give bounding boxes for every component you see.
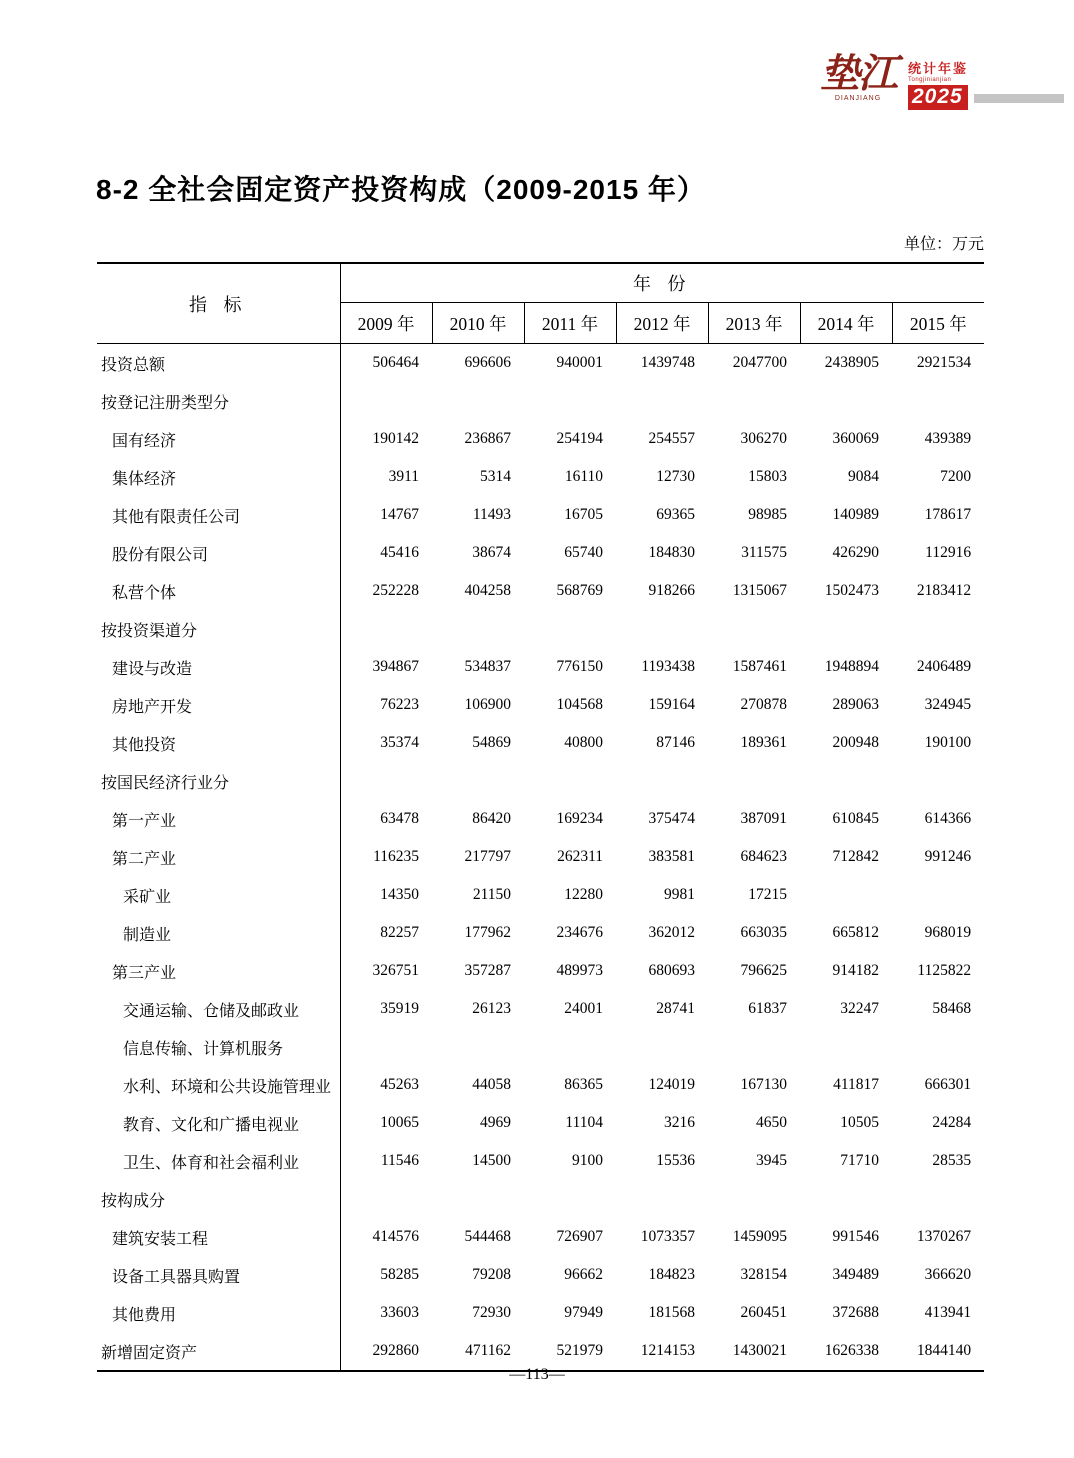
row-value: 189361 [740,734,787,751]
row-value: 33603 [380,1304,419,1321]
row-value: 12280 [564,886,603,903]
row-value [616,610,708,648]
row-value: 26123 [472,1000,511,1017]
row-value: 217797 [464,848,511,865]
row-value: 534837 [464,658,511,675]
row-label: 交通运输、仓储及邮政业 [97,990,340,1028]
row-value [340,382,432,420]
column-header-2010: 2010 年 [432,303,524,344]
row-value: 306270 [740,430,787,447]
row-value: 12730 [656,468,695,485]
row-value: 383581 [648,848,695,865]
row-value: 58285 [380,1266,419,1283]
header-row-group [97,263,984,303]
row-value: 568769 [556,582,603,599]
logo-yearbook-pinyin: Tongjinianjian [908,77,952,83]
table-row [97,458,984,496]
row-value: 14767 [380,506,419,523]
row-value [708,610,800,648]
row-label: 按投资渠道分 [97,610,340,648]
row-value [892,762,984,800]
row-label: 第三产业 [97,952,340,990]
table-row [97,914,984,952]
row-label: 其他投资 [97,724,340,762]
row-value: 991546 [832,1228,879,1245]
row-value: 24001 [564,1000,603,1017]
row-value: 15536 [656,1152,695,1169]
row-value: 98985 [748,506,787,523]
row-value: 11493 [472,506,511,523]
row-value: 372688 [832,1304,879,1321]
row-value: 5314 [480,468,511,485]
row-label: 卫生、体育和社会福利业 [97,1142,340,1180]
row-value: 357287 [464,962,511,979]
row-value: 328154 [740,1266,787,1283]
row-value: 45263 [380,1076,419,1093]
row-value [524,610,616,648]
row-value: 167130 [740,1076,787,1093]
row-value [432,1028,524,1066]
row-value: 40800 [564,734,603,751]
row-value: 3911 [388,468,419,485]
row-value: 262311 [557,848,603,865]
row-value [800,1180,892,1218]
row-value: 7200 [940,468,972,485]
row-label: 股份有限公司 [97,534,340,572]
row-value: 2438905 [824,354,879,371]
investment-table [97,262,984,1372]
row-value [340,762,432,800]
row-label: 国有经济 [97,420,340,458]
row-value: 292860 [372,1342,419,1359]
row-value [340,610,432,648]
row-value [340,1028,432,1066]
table-row [97,1142,984,1180]
row-value: 177962 [464,924,511,941]
investment-table-wrapper [97,262,984,1372]
row-value: 1430021 [732,1342,787,1359]
row-value: 140989 [832,506,879,523]
row-value: 15803 [748,468,787,485]
row-value: 544468 [464,1228,511,1245]
row-value: 1315067 [732,582,787,599]
row-value: 16110 [564,468,603,485]
row-value [616,1028,708,1066]
row-value: 254557 [648,430,695,447]
row-value [892,876,984,914]
row-value: 521979 [556,1342,603,1359]
row-value [340,1180,432,1218]
table-row [97,344,984,383]
row-value: 2921534 [916,354,972,371]
row-value [616,382,708,420]
row-value: 72930 [472,1304,511,1321]
column-header-2015: 2015 年 [892,303,984,344]
row-value: 1844140 [916,1342,972,1359]
row-label: 教育、文化和广播电视业 [97,1104,340,1142]
row-value: 506464 [372,354,419,371]
row-value: 1626338 [824,1342,879,1359]
row-value: 79208 [472,1266,511,1283]
row-value: 3216 [664,1114,695,1131]
row-value: 2047700 [732,354,787,371]
row-value: 28741 [656,1000,695,1017]
row-value [524,762,616,800]
table-row [97,382,984,420]
row-value: 76223 [380,696,419,713]
row-value: 324945 [924,696,972,713]
row-value: 16705 [564,506,603,523]
row-label: 集体经济 [97,458,340,496]
table-row [97,762,984,800]
logo-brand-characters: 垫江 [820,51,896,96]
row-value: 44058 [472,1076,511,1093]
row-value [524,1180,616,1218]
row-value: 159164 [648,696,695,713]
row-value: 4650 [756,1114,787,1131]
row-value: 726907 [556,1228,603,1245]
row-value: 439389 [924,430,972,447]
row-value: 610845 [832,810,879,827]
page-number: —113— [509,1366,565,1383]
row-label: 私营个体 [97,572,340,610]
row-value [432,382,524,420]
row-value [616,762,708,800]
logo-right-block [908,58,972,110]
row-value: 17215 [748,886,787,903]
row-value: 14350 [380,886,419,903]
row-value [800,382,892,420]
row-value: 236867 [464,430,511,447]
column-header-2012: 2012 年 [616,303,708,344]
row-value: 124019 [648,1076,695,1093]
table-row [97,686,984,724]
row-value: 21150 [472,886,511,903]
row-value: 181568 [648,1304,695,1321]
row-label: 第二产业 [97,838,340,876]
row-value: 178617 [924,506,972,523]
year-group-header: 年 份 [340,263,984,303]
row-value: 796625 [740,962,787,979]
row-value: 311575 [741,544,787,561]
row-value: 86420 [472,810,511,827]
logo-yearbook-text: 统计年鉴 [908,61,969,76]
row-value: 116235 [373,848,419,865]
row-value: 326751 [372,962,419,979]
row-label: 第一产业 [97,800,340,838]
table-row [97,876,984,914]
row-value: 1459095 [732,1228,787,1245]
row-value: 1587461 [732,658,787,675]
row-value: 252228 [372,582,419,599]
row-value: 32247 [840,1000,879,1017]
row-value: 349489 [832,1266,879,1283]
row-label: 设备工具器具购置 [97,1256,340,1294]
row-value: 54869 [472,734,511,751]
row-value: 260451 [740,1304,787,1321]
unit-label: 单位：万元 [903,236,984,253]
table-row [97,1104,984,1142]
row-value: 4969 [480,1114,511,1131]
row-label: 新增固定资产 [97,1332,340,1371]
row-value [432,610,524,648]
row-value [800,610,892,648]
row-value: 184830 [648,544,695,561]
row-value: 11546 [380,1152,419,1169]
row-value [892,382,984,420]
row-value: 614366 [924,810,972,827]
row-value: 3945 [756,1152,787,1169]
row-value: 45416 [380,544,419,561]
row-value: 1073357 [640,1228,695,1245]
row-value: 375474 [648,810,695,827]
row-value [892,610,984,648]
row-value: 71710 [840,1152,879,1169]
table-row [97,990,984,1028]
row-label: 信息传输、计算机服务 [97,1028,340,1066]
row-value: 11104 [565,1114,603,1131]
logo-brand-pinyin: DIANJIANG [834,95,882,102]
row-label: 按国民经济行业分 [97,762,340,800]
row-value: 35374 [380,734,419,751]
logo-year-badge: 2025 [908,85,968,110]
row-value: 58468 [932,1000,972,1017]
table-row [97,1180,984,1218]
row-label: 按构成分 [97,1180,340,1218]
row-value: 35919 [380,1000,419,1017]
row-value: 413941 [924,1304,972,1321]
row-value: 28535 [932,1152,972,1169]
row-label: 制造业 [97,914,340,952]
row-value [524,1028,616,1066]
row-value [800,1028,892,1066]
table-row [97,420,984,458]
row-value: 489973 [556,962,603,979]
row-value: 1948894 [824,658,879,675]
row-value: 200948 [832,734,879,751]
row-value: 65740 [564,544,603,561]
row-value: 190100 [924,734,972,751]
logo-brand [812,51,904,102]
row-value: 940001 [556,354,603,371]
row-value: 1370267 [916,1228,972,1245]
row-value [892,1028,984,1066]
table-row [97,572,984,610]
row-value: 104568 [556,696,603,713]
row-value: 61837 [748,1000,787,1017]
row-value [708,762,800,800]
row-value: 914182 [832,962,879,979]
row-value: 38674 [472,544,511,561]
table-row [97,800,984,838]
row-value: 1502473 [824,582,879,599]
row-value: 362012 [648,924,695,941]
row-value: 2406489 [916,658,972,675]
table-row [97,952,984,990]
row-value: 776150 [556,658,603,675]
row-value: 24284 [932,1114,972,1131]
row-value: 289063 [832,696,879,713]
row-value: 712842 [832,848,879,865]
row-value [892,1180,984,1218]
row-value: 1193438 [641,658,695,675]
row-value: 10505 [840,1114,879,1131]
row-label: 其他费用 [97,1294,340,1332]
table-row [97,1028,984,1066]
table-row [97,838,984,876]
row-label: 建设与改造 [97,648,340,686]
table-row [97,1256,984,1294]
column-header-2011: 2011 年 [524,303,616,344]
row-value: 254194 [556,430,603,447]
row-value [800,876,892,914]
row-value: 106900 [464,696,511,713]
row-value: 96662 [564,1266,603,1283]
row-value: 414576 [372,1228,419,1245]
stub-header: 指 标 [97,263,340,344]
row-value [708,1180,800,1218]
row-value: 680693 [648,962,695,979]
row-value: 366620 [924,1266,972,1283]
row-label: 水利、环境和公共设施管理业 [97,1066,340,1104]
row-value: 97949 [564,1304,603,1321]
row-value: 918266 [648,582,695,599]
table-row [97,724,984,762]
row-value: 69365 [656,506,695,523]
table-row [97,496,984,534]
logo-decorative-bar [974,94,1064,103]
row-value [708,1028,800,1066]
table-row [97,534,984,572]
row-value: 411817 [833,1076,879,1093]
row-value: 14500 [472,1152,511,1169]
row-value: 234676 [556,924,603,941]
row-value: 663035 [740,924,787,941]
column-header-2014: 2014 年 [800,303,892,344]
row-value: 1125822 [917,962,972,979]
row-value [800,762,892,800]
row-value: 169234 [556,810,603,827]
row-value: 471162 [465,1342,511,1359]
row-value: 82257 [380,924,419,941]
yearbook-logo [812,51,1052,114]
row-value: 387091 [740,810,787,827]
row-label: 按登记注册类型分 [97,382,340,420]
row-value: 9084 [848,468,879,485]
row-value: 1214153 [640,1342,695,1359]
row-value: 63478 [380,810,419,827]
column-header-2009: 2009 年 [340,303,432,344]
row-value: 426290 [832,544,879,561]
row-value: 696606 [464,354,511,371]
row-value: 360069 [832,430,879,447]
row-value [616,1180,708,1218]
row-value: 2183412 [916,582,972,599]
row-value: 666301 [924,1076,972,1093]
row-label: 其他有限责任公司 [97,496,340,534]
row-label: 建筑安装工程 [97,1218,340,1256]
row-value: 404258 [464,582,511,599]
row-value: 270878 [740,696,787,713]
row-value: 991246 [924,848,972,865]
row-value: 112916 [925,544,972,561]
page-title: 8-2 全社会固定资产投资构成（2009-2015 年） [96,174,706,205]
row-value: 9100 [572,1152,603,1169]
row-value [432,762,524,800]
row-value: 184823 [648,1266,695,1283]
table-row [97,1066,984,1104]
row-value: 968019 [924,924,972,941]
row-value [708,382,800,420]
row-label: 投资总额 [97,344,340,383]
row-value: 1439748 [640,354,695,371]
row-value [432,1180,524,1218]
row-value: 394867 [372,658,419,675]
row-value: 87146 [656,734,695,751]
row-value: 9981 [664,886,695,903]
row-value [524,382,616,420]
row-value: 665812 [832,924,879,941]
row-label: 采矿业 [97,876,340,914]
table-body [97,344,984,1372]
table-row [97,1218,984,1256]
row-value: 684623 [740,848,787,865]
table-row [97,648,984,686]
table-row [97,1294,984,1332]
row-label: 房地产开发 [97,686,340,724]
row-value: 190142 [372,430,419,447]
table-row [97,610,984,648]
row-value: 86365 [564,1076,603,1093]
row-value: 10065 [380,1114,419,1131]
column-header-2013: 2013 年 [708,303,800,344]
